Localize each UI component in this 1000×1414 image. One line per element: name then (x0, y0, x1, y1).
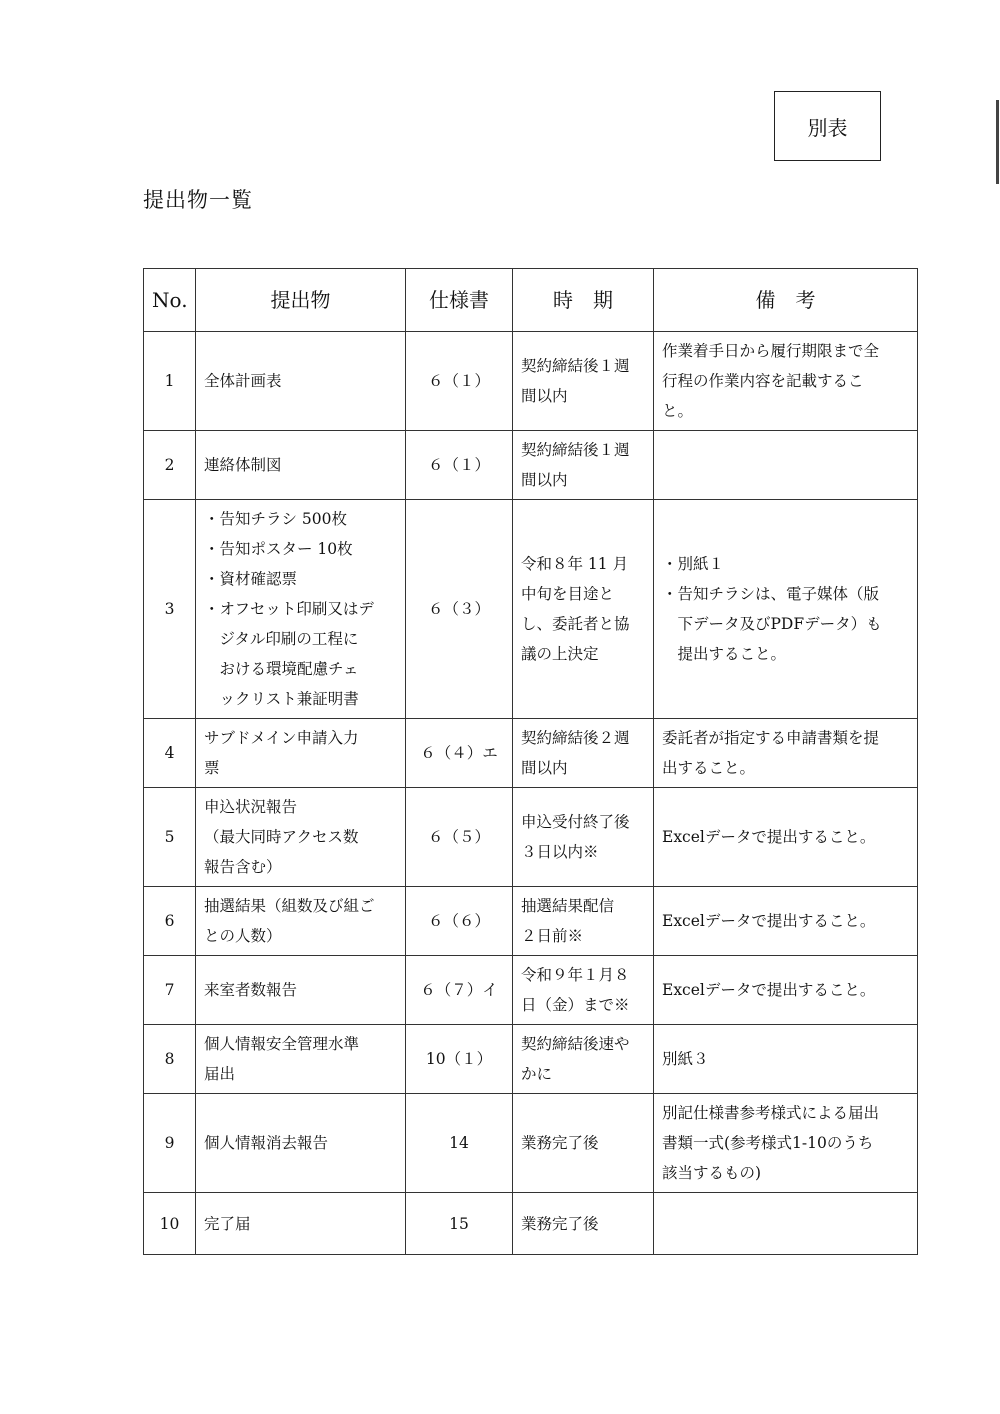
remarks-line: 該当するもの) (662, 1164, 762, 1182)
item-cell (196, 1193, 406, 1255)
item-cell (196, 332, 406, 431)
remarks-cell (654, 431, 918, 500)
item-cell (196, 788, 406, 887)
spec-cell: ６（４）エ (406, 719, 513, 788)
table-row (144, 887, 918, 956)
remarks-line: ・別紙１ (662, 555, 725, 573)
timing-line: 議の上決定 (521, 645, 599, 663)
spec-cell: ６（１） (406, 431, 513, 500)
spec-cell: ６（３） (406, 500, 513, 719)
remarks-cell (654, 332, 918, 431)
table-row (144, 500, 918, 719)
spec-cell: ６（６） (406, 887, 513, 956)
spec-cell: 15 (406, 1193, 513, 1255)
spec-cell: ６（７）イ (406, 956, 513, 1025)
timing-line: 抽選結果配信 (521, 897, 615, 915)
table-row (144, 332, 918, 431)
item-line: ジタル印刷の工程に (219, 630, 359, 648)
spec-cell: 10（１） (406, 1025, 513, 1094)
remarks-line: ・告知チラシは、電子媒体（版 (662, 585, 880, 603)
item-line: ックリスト兼証明書 (219, 690, 359, 708)
timing-line: 中旬を目途と (521, 585, 615, 603)
spec-cell: ６（１） (406, 332, 513, 431)
timing-line: 令和９年１月８ (521, 966, 630, 984)
timing-cell (513, 431, 654, 500)
timing-line: 契約締結後１週 (521, 441, 630, 459)
remarks-line: 提出すること。 (677, 645, 787, 663)
item-line: 報告含む） (204, 858, 282, 876)
table-row (144, 719, 918, 788)
timing-line: 間以内 (521, 471, 568, 489)
header-row (144, 269, 918, 332)
item-line: 完了届 (204, 1214, 251, 1233)
item-line: 来室者数報告 (204, 981, 298, 999)
remarks-cell (654, 719, 918, 788)
timing-cell (513, 1094, 654, 1193)
table-row (144, 1193, 918, 1255)
remarks-line: Excelデータで提出すること。 (662, 912, 876, 930)
item-line: 個人情報安全管理水準 (204, 1035, 360, 1053)
item-cell (196, 719, 406, 788)
item-line: ・告知チラシ 500枚 (204, 510, 348, 528)
timing-cell (513, 788, 654, 887)
remarks-cell (654, 1025, 918, 1094)
item-line: ・資材確認票 (204, 570, 298, 588)
spec-cell: ６（５） (406, 788, 513, 887)
timing-cell (513, 332, 654, 431)
row-number: 2 (144, 431, 196, 500)
timing-line: 令和８年 11 月 (521, 555, 629, 573)
item-line: との人数） (204, 927, 282, 945)
table-row (144, 1025, 918, 1094)
item-cell (196, 431, 406, 500)
timing-line: 日（金）まで※ (521, 996, 630, 1014)
timing-line: 契約締結後速や (521, 1035, 630, 1053)
remarks-line: 別記仕様書参考様式による届出 (662, 1104, 880, 1122)
item-cell (196, 1094, 406, 1193)
row-number: 3 (144, 500, 196, 719)
remarks-line: 出すること。 (662, 759, 756, 777)
header-item: 提出物 (196, 269, 406, 332)
item-line: 申込状況報告 (204, 798, 298, 816)
remarks-line: と。 (662, 402, 694, 420)
timing-line: 業務完了後 (521, 1214, 599, 1233)
remarks-line: 作業着手日から履行期限まで全 (662, 342, 880, 360)
timing-line: 契約締結後２週 (521, 729, 630, 747)
remarks-cell (654, 788, 918, 887)
spec-cell: 14 (406, 1094, 513, 1193)
page-title: 提出物一覧 (143, 188, 253, 212)
timing-cell (513, 1193, 654, 1255)
table-row (144, 1094, 918, 1193)
remarks-line: 委託者が指定する申請書類を提 (662, 729, 880, 747)
remarks-line: 下データ及びPDFデータ）も (677, 615, 882, 633)
timing-cell (513, 1025, 654, 1094)
header-spec: 仕様書 (406, 269, 513, 332)
timing-line: 申込受付終了後 (521, 813, 630, 831)
remarks-line: 行程の作業内容を記載するこ (662, 372, 864, 390)
timing-cell (513, 719, 654, 788)
header-no: No. (144, 269, 196, 332)
item-line: 全体計画表 (204, 372, 282, 390)
row-number: 10 (144, 1193, 196, 1255)
row-number: 9 (144, 1094, 196, 1193)
timing-cell (513, 500, 654, 719)
timing-line: し、委託者と協 (521, 615, 630, 633)
timing-line: ２日前※ (521, 927, 584, 945)
item-line: （最大同時アクセス数 (204, 828, 359, 846)
timing-cell (513, 956, 654, 1025)
header-timing: 時 期 (513, 269, 654, 332)
row-number: 6 (144, 887, 196, 956)
timing-line: ３日以内※ (521, 843, 599, 861)
remarks-cell (654, 1094, 918, 1193)
row-number: 8 (144, 1025, 196, 1094)
timing-line: 契約締結後１週 (521, 357, 630, 375)
item-line: 個人情報消去報告 (204, 1134, 329, 1152)
timing-line: かに (521, 1065, 553, 1083)
table-row (144, 956, 918, 1025)
row-number: 4 (144, 719, 196, 788)
item-line: おける環境配慮チェ (219, 660, 359, 678)
remarks-cell (654, 500, 918, 719)
item-line: 届出 (204, 1065, 236, 1083)
page-edge-mark (996, 100, 999, 184)
item-line: 連絡体制図 (204, 456, 282, 474)
item-line: ・オフセット印刷又はデ (204, 600, 374, 618)
item-line: ・告知ポスター 10枚 (204, 540, 353, 558)
remarks-cell (654, 956, 918, 1025)
remarks-cell (654, 887, 918, 956)
item-line: 票 (204, 759, 220, 777)
row-number: 1 (144, 332, 196, 431)
timing-line: 間以内 (521, 387, 568, 405)
remarks-line: Excelデータで提出すること。 (662, 828, 876, 846)
remarks-line: 書類一式(参考様式1-10のうち (662, 1134, 874, 1152)
annex-label: 別表 (774, 91, 881, 161)
timing-line: 業務完了後 (521, 1134, 599, 1152)
header-remarks: 備 考 (654, 269, 918, 332)
timing-line: 間以内 (521, 759, 568, 777)
row-number: 7 (144, 956, 196, 1025)
remarks-cell (654, 1193, 918, 1255)
timing-cell (513, 887, 654, 956)
table-row (144, 788, 918, 887)
row-number: 5 (144, 788, 196, 887)
table-row (144, 431, 918, 500)
submissions-table (143, 268, 918, 1255)
remarks-line: 別紙３ (662, 1050, 709, 1068)
remarks-line: Excelデータで提出すること。 (662, 981, 876, 999)
item-cell (196, 956, 406, 1025)
item-cell (196, 500, 406, 719)
item-cell (196, 887, 406, 956)
item-line: サブドメイン申請入力 (204, 729, 359, 747)
item-line: 抽選結果（組数及び組ご (204, 897, 375, 915)
item-cell (196, 1025, 406, 1094)
